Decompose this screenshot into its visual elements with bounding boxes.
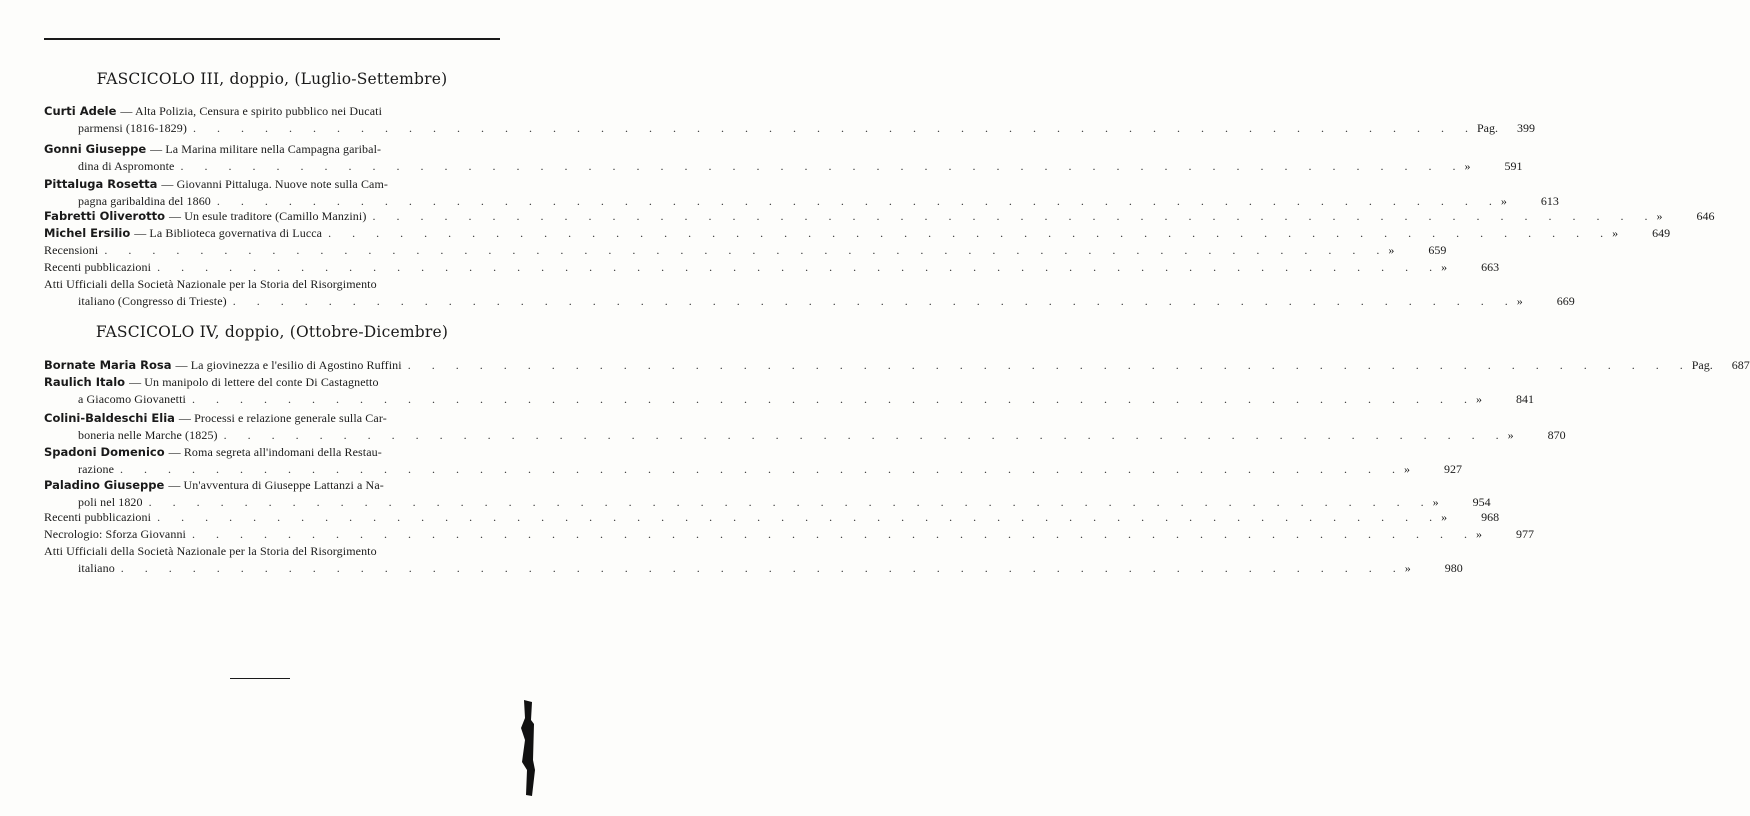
entry-title: Necrologio: Sforza Giovanni xyxy=(44,527,186,541)
entry-author: Curti Adele xyxy=(44,104,117,118)
entry-author: Pittaluga Rosetta xyxy=(44,177,158,191)
page-marker: » xyxy=(1476,527,1482,541)
toc-entry[interactable] xyxy=(44,242,1447,259)
entry-title-continued: poli nel 1820 xyxy=(78,495,143,509)
page-marker: » xyxy=(1464,159,1471,173)
page-reference xyxy=(1388,242,1446,259)
entry-author: Raulich Italo xyxy=(44,375,126,389)
entry-title: — La Biblioteca governativa di Lucca xyxy=(134,226,323,240)
page-number: 649 xyxy=(1652,226,1671,240)
entry-title: Recenti pubblicazioni xyxy=(44,260,152,274)
toc-entry[interactable] xyxy=(44,444,1463,478)
entry-author: Spadoni Domenico xyxy=(44,445,165,459)
page-marker: » xyxy=(1475,392,1482,406)
leader-dots xyxy=(322,225,1612,242)
entry-title: — Un'avventura di Giuseppe Lattanzi a Na- xyxy=(168,478,384,492)
page-reference xyxy=(1441,259,1499,276)
leader-dots xyxy=(187,120,1477,137)
page-marker: » xyxy=(1516,294,1523,308)
toc-entry[interactable] xyxy=(44,477,1491,511)
entry-author: Bornate Maria Rosa xyxy=(44,358,172,372)
entry-title-continued: parmensi (1816-1829) xyxy=(78,121,187,135)
toc-entry[interactable] xyxy=(44,225,1671,242)
leader-dots xyxy=(186,526,1476,543)
toc-entry[interactable] xyxy=(44,141,1523,175)
entry-title: — Un manipolo di lettere del conte Di Castagnetto xyxy=(129,375,379,389)
section-heading-fascicolo-4: FASCICOLO IV, doppio, (Ottobre-Dicembre) xyxy=(95,323,449,341)
page-number: 659 xyxy=(1428,243,1447,257)
closing-rule xyxy=(230,678,290,679)
page-marker: » xyxy=(1404,561,1411,575)
page-reference xyxy=(1404,461,1462,478)
leader-dots xyxy=(227,293,1517,310)
page-reference xyxy=(1517,293,1575,310)
toc-entry[interactable] xyxy=(44,509,1500,526)
leader-dots xyxy=(218,427,1508,444)
page-marker: » xyxy=(1441,260,1448,274)
page-number: 977 xyxy=(1516,527,1534,541)
page-number: 646 xyxy=(1696,209,1715,223)
section-heading-fascicolo-3: FASCICOLO III, doppio, (Luglio-Settembre) xyxy=(96,70,448,88)
entry-title: Atti Ufficiali della Società Nazionale per la Storia del Risorgimento xyxy=(44,544,377,558)
page-edge-scan-mark xyxy=(518,700,536,796)
leader-dots xyxy=(98,242,1388,259)
entry-title: — La giovinezza e l'esilio di Agostino Ruffini xyxy=(175,358,402,372)
entry-title: — Un esule traditore (Camillo Manzini) xyxy=(169,209,367,223)
page-marker: Pag. xyxy=(1476,121,1498,135)
entry-title: — Processi e relazione generale sulla Car- xyxy=(178,411,387,425)
page-marker: » xyxy=(1612,226,1619,240)
toc-entry[interactable] xyxy=(44,103,1535,137)
page-reference xyxy=(1441,509,1499,526)
entry-title-continued: dina di Aspromonte xyxy=(78,159,175,173)
toc-entry[interactable] xyxy=(44,410,1566,444)
entry-title-continued: a Giacomo Giovanetti xyxy=(78,392,186,406)
leader-dots xyxy=(115,560,1405,577)
entry-title: Recenti pubblicazioni xyxy=(44,510,152,524)
page-marker: » xyxy=(1388,243,1395,257)
page-number: 663 xyxy=(1481,260,1500,274)
page-marker: » xyxy=(1432,495,1439,509)
page-number: 980 xyxy=(1444,561,1463,575)
toc-entry[interactable] xyxy=(44,259,1500,276)
entry-title-continued: boneria nelle Marche (1825) xyxy=(78,428,218,442)
toc-entry[interactable] xyxy=(44,208,1715,225)
page-number: 591 xyxy=(1504,159,1523,173)
page-reference xyxy=(1405,560,1463,577)
leader-dots xyxy=(174,158,1464,175)
page-number: 399 xyxy=(1516,121,1535,135)
entry-title: Atti Ufficiali della Società Nazionale per la Storia del Risorgimento xyxy=(44,277,377,291)
page-number: 687 xyxy=(1731,358,1750,372)
entry-title-continued: italiano xyxy=(78,561,115,575)
toc-entry[interactable] xyxy=(44,357,1750,374)
page-reference xyxy=(1477,120,1535,137)
entry-title: — La Marina militare nella Campagna garibal- xyxy=(150,142,382,156)
entry-title-continued: italiano (Congresso di Trieste) xyxy=(78,294,227,308)
page-number: 669 xyxy=(1556,294,1575,308)
toc-entry[interactable] xyxy=(44,176,1559,210)
page-marker: » xyxy=(1507,428,1514,442)
page-number: 968 xyxy=(1481,510,1500,524)
page-number: 954 xyxy=(1472,495,1491,509)
entry-title: — Giovanni Pittaluga. Nuove note sulla Cam- xyxy=(161,177,389,191)
leader-dots xyxy=(402,357,1692,374)
leader-dots xyxy=(366,208,1656,225)
leader-dots xyxy=(186,391,1476,408)
page-number: 870 xyxy=(1547,428,1566,442)
page-reference xyxy=(1464,158,1522,175)
entry-title: — Roma segreta all'indomani della Restau- xyxy=(168,445,382,459)
top-rule xyxy=(44,38,500,40)
entry-title: — Alta Polizia, Censura e spirito pubblico nei Ducati xyxy=(120,104,383,118)
leader-dots xyxy=(114,461,1404,478)
page-number: 927 xyxy=(1444,462,1463,476)
page-marker: Pag. xyxy=(1691,358,1713,372)
toc-entry[interactable] xyxy=(44,374,1534,408)
entry-author: Gonni Giuseppe xyxy=(44,142,147,156)
page-reference xyxy=(1476,391,1534,408)
page-number: 841 xyxy=(1515,392,1534,406)
page-marker: » xyxy=(1441,510,1448,524)
leader-dots xyxy=(151,509,1441,526)
entry-title-continued: razione xyxy=(78,462,115,476)
toc-entry[interactable] xyxy=(44,543,1463,577)
entry-author: Paladino Giuseppe xyxy=(44,478,165,492)
leader-dots xyxy=(151,259,1441,276)
page-reference xyxy=(1508,427,1566,444)
toc-entry[interactable] xyxy=(44,276,1575,310)
entry-author: Colini-Baldeschi Elia xyxy=(44,411,175,425)
entry-author: Michel Ersilio xyxy=(44,226,131,240)
page-number: 613 xyxy=(1540,194,1559,208)
page-marker: » xyxy=(1404,462,1411,476)
page-marker: » xyxy=(1500,194,1507,208)
page-reference xyxy=(1692,357,1750,374)
entry-author: Fabretti Oliverotto xyxy=(44,209,166,223)
page-reference xyxy=(1656,208,1714,225)
page-reference xyxy=(1476,526,1534,543)
entry-title: Recensioni xyxy=(44,243,99,257)
page-marker: » xyxy=(1656,209,1663,223)
page-reference xyxy=(1612,225,1670,242)
toc-entry[interactable] xyxy=(44,526,1534,543)
entry-title-continued: pagna garibaldina del 1860 xyxy=(78,194,211,208)
